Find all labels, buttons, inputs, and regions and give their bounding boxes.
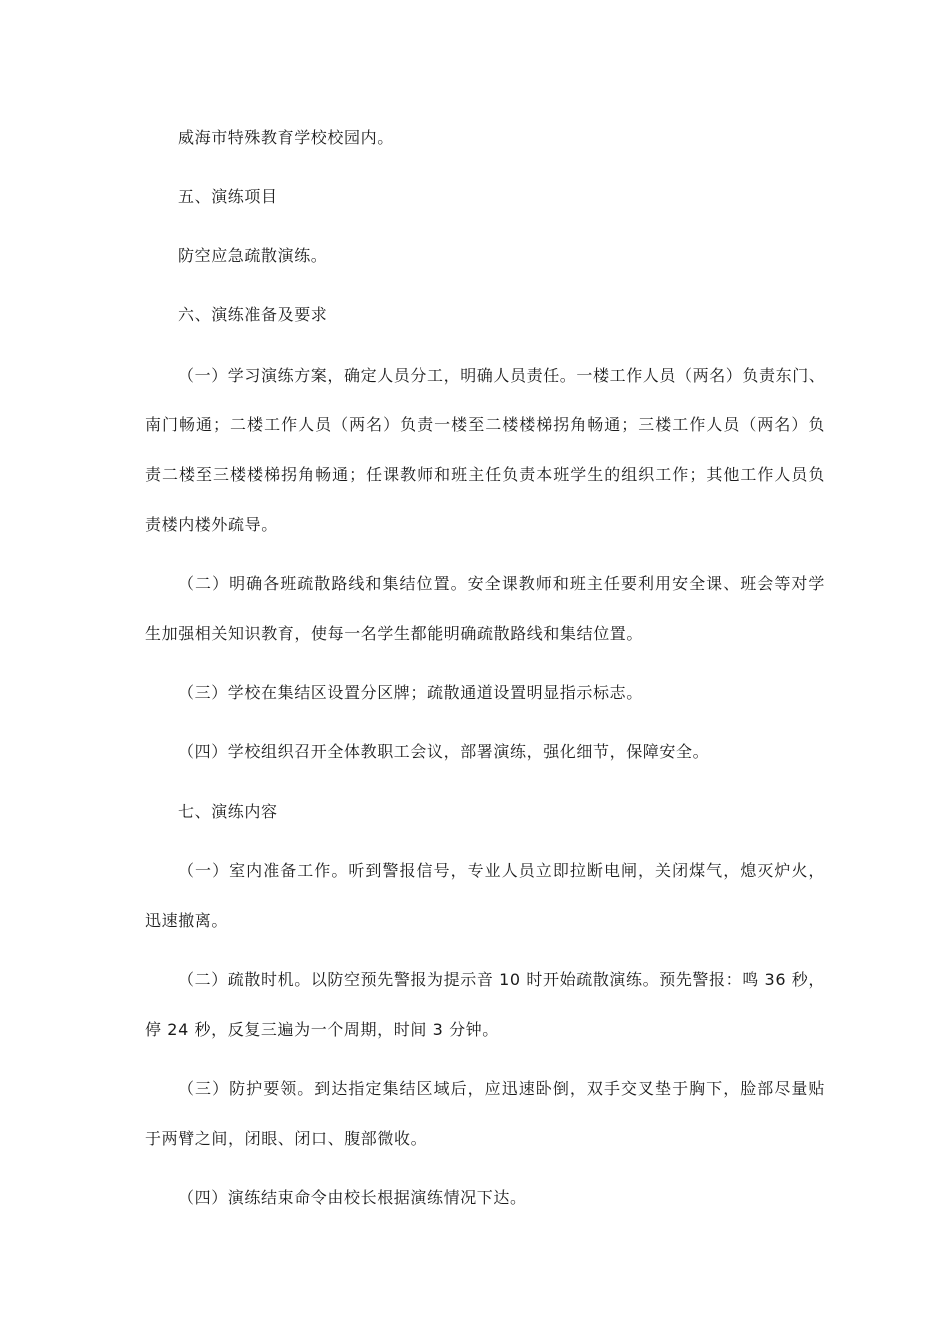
paragraph-line: （一）学习演练方案，确定人员分工，明确人员责任。一楼工作人员（两名）负责东门、: [178, 366, 826, 385]
paragraph-line: 生加强相关知识教育，使每一名学生都能明确疏散路线和集结位置。: [145, 624, 644, 643]
paragraph-line: 南门畅通；二楼工作人员（两名）负责一楼至二楼楼梯拐角畅通；三楼工作人员（两名）负: [145, 415, 825, 434]
heading-preparation: 六、演练准备及要求: [178, 305, 328, 324]
paragraph-line: （一）室内准备工作。听到警报信号，专业人员立即拉断电闸，关闭煤气，熄灭炉火，: [178, 861, 825, 880]
paragraph-line: 责楼内楼外疏导。: [145, 515, 278, 534]
text-line-drill-type: 防空应急疏散演练。: [178, 246, 328, 265]
paragraph-line: 迅速撤离。: [145, 911, 229, 930]
paragraph-line: 于两臂之间，闭眼、闭口、腹部微收。: [145, 1129, 428, 1148]
text-line-school-location: 威海市特殊教育学校校园内。: [178, 128, 394, 147]
paragraph-line: （四）演练结束命令由校长根据演练情况下达。: [178, 1188, 527, 1207]
paragraph-line: 责二楼至三楼楼梯拐角畅通；任课教师和班主任负责本班学生的组织工作；其他工作人员负: [145, 465, 825, 484]
paragraph-line: （三）防护要领。到达指定集结区域后，应迅速卧倒，双手交叉垫于胸下，脸部尽量贴: [178, 1079, 825, 1098]
heading-drill-item: 五、演练项目: [178, 187, 278, 206]
paragraph-line: （二）明确各班疏散路线和集结位置。安全课教师和班主任要利用安全课、班会等对学: [178, 574, 825, 593]
paragraph-line: （三）学校在集结区设置分区牌；疏散通道设置明显指示标志。: [178, 683, 643, 702]
paragraph-line: （四）学校组织召开全体教职工会议，部署演练，强化细节，保障安全。: [178, 742, 710, 761]
paragraph-line: 停 24 秒，反复三遍为一个周期，时间 3 分钟。: [145, 1020, 499, 1039]
paragraph-line: （二）疏散时机。以防空预先警报为提示音 10 时开始疏散演练。预先警报：鸣 36 秒，: [178, 970, 825, 989]
heading-drill-content: 七、演练内容: [178, 802, 278, 821]
